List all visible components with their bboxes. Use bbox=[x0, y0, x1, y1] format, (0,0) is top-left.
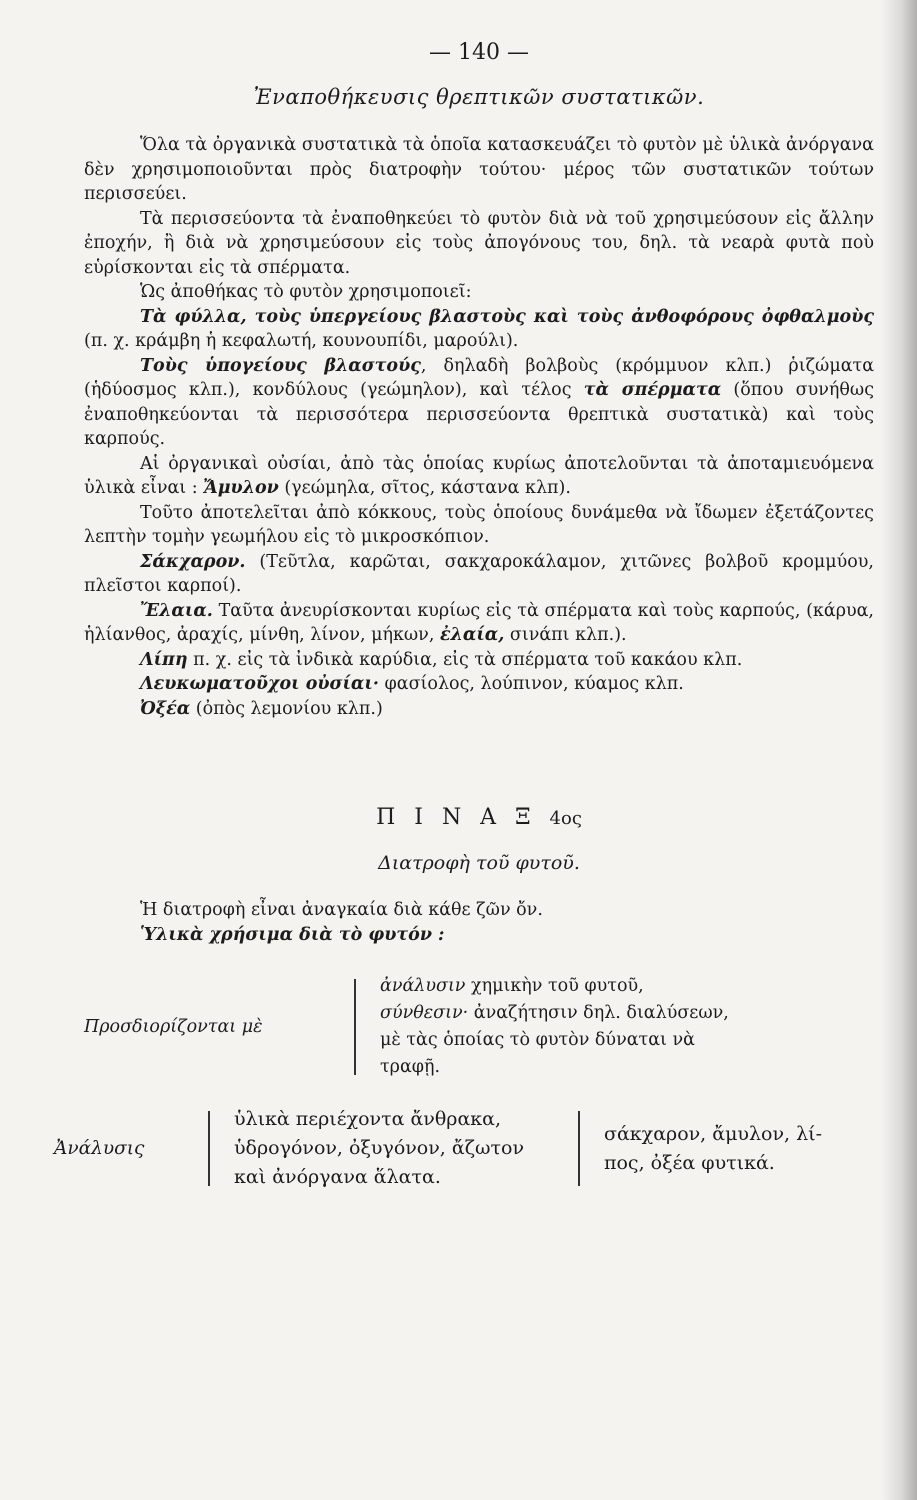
fats-term: Λίπη bbox=[140, 649, 188, 670]
paragraph-4 bbox=[84, 305, 874, 354]
proteins-examples: φασίολος, λούπινον, κύαμος κλπ. bbox=[378, 674, 684, 694]
page-number: — 140 — bbox=[429, 40, 529, 65]
analysis-brace-group bbox=[54, 1105, 874, 1192]
table-line-1: Ἡ διατροφὴ εἶναι ἀναγκαία διὰ κάθε ζῶν ὄν. bbox=[140, 900, 543, 920]
page bbox=[54, 40, 875, 1192]
determination-item bbox=[380, 973, 729, 1000]
acids-examples: (ὀπὸς λεμονίου κλπ.) bbox=[190, 698, 383, 719]
synthesis-term: σύνθεσιν· bbox=[380, 1003, 469, 1023]
oils-examples: Ταῦτα ἀνευρίσκονται κυρίως εἰς τὰ σπέρματα καὶ τοὺς καρπούς, (κάρυα, ἡλίανθος, ἀραχίς, μίνθη, λίνον, μήκων, bbox=[84, 600, 874, 645]
analysis-item: καὶ ἀνόργανα ἅλατα. bbox=[234, 1166, 441, 1188]
paragraph-8 bbox=[84, 550, 874, 599]
paragraph-11 bbox=[84, 672, 874, 697]
sugar-examples: (Τεῦτλα, καρῶται, σακχαροκάλαμον, χιτῶνες βολβοῦ κρομμύου, πλεῖστοι καρποί). bbox=[84, 551, 874, 596]
paragraph-9 bbox=[84, 599, 874, 648]
paragraph-3: Ὡς ἀποθήκας τὸ φυτὸν χρησιμοποιεῖ: bbox=[140, 282, 472, 302]
synthesis-text: ἀναζήτησιν δηλ. διαλύσεων, bbox=[473, 1003, 729, 1023]
stems-examples: , δηλαδὴ βολβοὺς (κρόμμυον κλπ.) ῥιζώματα (ἡδύοσμος κλπ.), κονδύλους (γεώμηλον), καὶ τέλος bbox=[84, 355, 875, 400]
paragraph-2: Τὰ περισσεύοντα τὰ ἐναποθηκεύει τὸ φυτὸν διὰ νὰ τοῦ χρησιμεύσουν εἰς ἄλλην ἐποχήν, ἢ διὰ νὰ χρησιμεύσουν εἰς τοὺς ἀπογόνους του, δηλ. τὰ νεαρὰ φυτὰ ποὺ εὑρίσκονται εἰς τὰ σπέρματα. bbox=[84, 208, 874, 278]
leaves-term: Τὰ φύλλα, τοὺς ὑπεργείους βλαστοὺς καὶ τοὺς ἀνθοφόρους ὀφθαλμοὺς bbox=[140, 306, 874, 327]
paragraph-6 bbox=[84, 452, 874, 501]
table-line-2 bbox=[84, 923, 874, 948]
proteins-term: Λευκωματοῦχοι οὐσίαι· bbox=[140, 674, 379, 694]
analysis-item: ὑλικὰ περιέχοντα ἄνθρακα, bbox=[234, 1108, 502, 1130]
book-spine-shadow bbox=[881, 0, 917, 1500]
paragraph-1: Ὅλα τὰ ὀργανικὰ συστατικὰ τὰ ὁποῖα κατασκευάζει τὸ φυτὸν μὲ ὑλικὰ ἀνόργανα δὲν χρησιμοποιοῦνται πρὸς διατροφὴν τούτου· μέρος τῶν συστατικῶν τούτων περισσεύει. bbox=[84, 135, 874, 204]
analysis-label: Ἀνάλυσις bbox=[54, 1138, 145, 1159]
determination-brace-group bbox=[84, 973, 874, 1081]
table-title bbox=[84, 805, 874, 830]
leaves-examples: (π. χ. κράμβη ἡ κεφαλωτή, κουνουπίδι, μαρούλι). bbox=[84, 331, 519, 351]
brace-mark bbox=[354, 979, 362, 1075]
section-heading: Ἐναποθήκευσις θρεπτικῶν συστατικῶν. bbox=[253, 85, 705, 109]
analysis-col-1 bbox=[234, 1105, 564, 1192]
analysis-text: χημικὴν τοῦ φυτοῦ, bbox=[471, 976, 644, 996]
acids-term: Ὀξέα bbox=[140, 698, 191, 719]
determination-item: μὲ τὰς ὁποίας τὸ φυτὸν δύναται νὰ bbox=[380, 1030, 695, 1050]
olive-term: ἐλαία, bbox=[439, 625, 505, 645]
paragraph-5 bbox=[84, 354, 874, 452]
determination-items bbox=[380, 973, 729, 1081]
seeds-examples: (ὅπου συνήθως ἐναποθηκεύονται τὰ περισσότερα περισσεύοντα θρεπτικὰ συστατικὰ) καὶ τοὺς καρπούς. bbox=[84, 380, 874, 449]
determination-item bbox=[380, 1000, 729, 1027]
paragraph-10 bbox=[84, 648, 874, 673]
organic-substances-text: Αἱ ὀργανικαὶ οὐσίαι, ἀπὸ τὰς ὁποίας κυρίως ἀποτελοῦνται τὰ ἀποταμιευόμενα ὑλικὰ εἶναι : bbox=[84, 453, 874, 498]
paragraph-7: Τοῦτο ἀποτελεῖται ἀπὸ κόκκους, τοὺς ὁποίους δυνάμεθα νὰ ἴδωμεν ἐξετάζοντες λεπτὴν τομὴν γεωμήλου εἰς τὸ μικροσκόπιον. bbox=[84, 502, 874, 547]
determination-item: τραφῇ. bbox=[380, 1057, 441, 1077]
table-title-text: Π Ι Ν Α Ξ bbox=[376, 805, 537, 830]
determination-label: Προσδιορίζονται μὲ bbox=[84, 1016, 263, 1037]
materials-label: Ὑλικὰ χρήσιμα διὰ τὸ φυτόν : bbox=[140, 924, 445, 945]
sugar-term: Σάκχαρον. bbox=[140, 551, 246, 572]
paragraph-12 bbox=[84, 697, 874, 722]
oils-examples-end: σινάπι κλπ.). bbox=[504, 625, 627, 645]
analysis-item: πος, ὀξέα φυτικά. bbox=[604, 1151, 775, 1174]
oils-term: Ἔλαια. bbox=[140, 600, 213, 621]
analysis-term: ἀνάλυσιν bbox=[380, 976, 466, 996]
seeds-term: τὰ σπέρματα bbox=[583, 380, 722, 400]
stems-term: Τοὺς ὑπογείους βλαστούς bbox=[140, 355, 421, 376]
brace-mark bbox=[208, 1111, 216, 1186]
brace-mark bbox=[578, 1111, 586, 1186]
starch-examples: (γεώμηλα, σῖτος, κάστανα κλπ). bbox=[278, 478, 571, 498]
analysis-item: σάκχαρον, ἄμυλον, λί- bbox=[604, 1122, 823, 1145]
table-ordinal: 4ος bbox=[549, 808, 582, 829]
table-subtitle: Διατροφὴ τοῦ φυτοῦ. bbox=[378, 852, 580, 874]
analysis-col-2 bbox=[604, 1120, 844, 1178]
analysis-item: ὑδρογόνον, ὀξυγόνον, ἄζωτον bbox=[234, 1137, 525, 1159]
starch-term: Ἄμυλον bbox=[203, 478, 279, 498]
fats-examples: π. χ. εἰς τὰ ἰνδικὰ καρύδια, εἰς τὰ σπέρματα τοῦ κακάου κλπ. bbox=[187, 649, 743, 670]
